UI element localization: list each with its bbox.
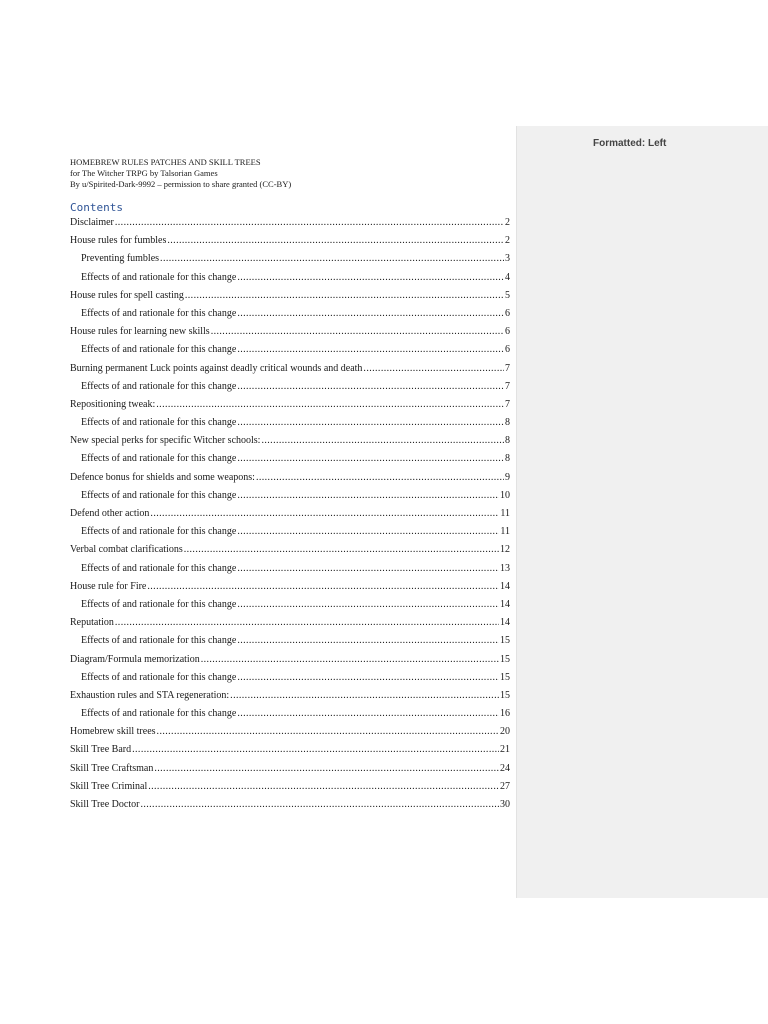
contents-heading: Contents <box>70 201 123 214</box>
toc-entry-page-number[interactable]: 9 <box>505 471 510 483</box>
toc-entry[interactable] <box>70 672 510 690</box>
toc-entry-title[interactable]: Effects of and rationale for this change <box>81 671 237 683</box>
toc-dot-leader <box>154 763 499 775</box>
toc-dot-leader <box>211 326 504 338</box>
toc-entry-title[interactable]: Effects of and rationale for this change <box>81 635 237 647</box>
toc-dot-leader <box>156 399 504 411</box>
toc-entry-title[interactable]: New special perks for specific Witcher schools: <box>70 435 261 447</box>
toc-entry[interactable] <box>70 599 510 617</box>
toc-entry-title[interactable]: Preventing fumbles <box>81 253 160 265</box>
document-author-line: By u/Spirited-Dark-9992 – permission to share granted (CC-BY) <box>70 179 292 189</box>
document-subtitle: for The Witcher TRPG by Talsorian Games <box>70 168 218 178</box>
toc-entry[interactable] <box>70 363 510 381</box>
toc-entry-page-number[interactable]: 6 <box>505 326 510 338</box>
toc-dot-leader <box>160 253 504 265</box>
toc-entry-page-number[interactable]: 6 <box>505 307 510 319</box>
toc-entry-title[interactable]: Effects of and rationale for this change <box>81 344 237 356</box>
toc-dot-leader <box>256 472 504 484</box>
toc-entry-page-number[interactable]: 8 <box>505 435 510 447</box>
toc-entry[interactable] <box>70 508 510 526</box>
toc-dot-leader <box>147 581 499 593</box>
toc-entry[interactable] <box>70 472 510 490</box>
toc-entry-page-number[interactable]: 2 <box>505 235 510 247</box>
toc-entry[interactable] <box>70 344 510 362</box>
toc-entry-title[interactable]: Effects of and rationale for this change <box>81 380 237 392</box>
toc-entry-page-number[interactable]: 7 <box>505 362 510 374</box>
toc-entry-page-number[interactable]: 2 <box>505 217 510 228</box>
toc-entry-title[interactable]: Diagram/Formula memorization <box>70 653 200 665</box>
toc-dot-leader <box>167 235 504 247</box>
comments-pane <box>516 126 768 898</box>
table-of-contents <box>70 217 510 817</box>
toc-entry-title[interactable]: Skill Tree Craftsman <box>70 762 154 774</box>
toc-entry-title[interactable]: Effects of and rationale for this change <box>81 526 237 538</box>
toc-entry[interactable] <box>70 708 510 726</box>
toc-dot-leader <box>237 672 499 684</box>
toc-entry[interactable] <box>70 490 510 508</box>
toc-entry-page-number[interactable]: 11 <box>500 526 510 538</box>
toc-dot-leader <box>237 490 499 502</box>
toc-entry[interactable] <box>70 308 510 326</box>
toc-entry-page-number[interactable]: 16 <box>500 708 510 720</box>
toc-entry[interactable] <box>70 635 510 653</box>
toc-dot-leader <box>150 508 499 520</box>
toc-entry[interactable] <box>70 326 510 344</box>
toc-entry-title[interactable]: Reputation <box>70 617 114 629</box>
toc-entry-title[interactable]: Effects of and rationale for this change <box>81 271 237 283</box>
toc-dot-leader <box>237 453 504 465</box>
toc-entry[interactable] <box>70 399 510 417</box>
toc-entry-page-number[interactable]: 14 <box>500 580 510 592</box>
toc-entry[interactable] <box>70 381 510 399</box>
document-title: HOMEBREW RULES PATCHES AND SKILL TREES <box>70 157 261 167</box>
toc-entry-title[interactable]: Defence bonus for shields and some weapons: <box>70 471 255 483</box>
toc-entry-page-number[interactable]: 10 <box>500 489 510 501</box>
toc-entry-page-number[interactable]: 15 <box>500 635 510 647</box>
toc-entry-page-number[interactable]: 4 <box>505 271 510 283</box>
toc-entry-title[interactable]: Repositioning tweak: <box>70 398 156 410</box>
toc-entry-title[interactable]: House rule for Fire <box>70 580 147 592</box>
toc-entry[interactable] <box>70 781 510 799</box>
toc-entry-title[interactable]: Disclaimer <box>70 217 114 228</box>
toc-entry-page-number[interactable]: 8 <box>505 417 510 429</box>
toc-entry-title[interactable]: Skill Tree Doctor <box>70 799 140 810</box>
toc-entry-page-number[interactable]: 15 <box>500 689 510 701</box>
toc-entry-page-number[interactable]: 20 <box>500 726 510 738</box>
toc-entry-title[interactable]: Effects of and rationale for this change <box>81 307 237 319</box>
toc-entry-page-number[interactable]: 7 <box>505 398 510 410</box>
toc-entry-page-number[interactable]: 7 <box>505 380 510 392</box>
toc-entry[interactable] <box>70 726 510 744</box>
toc-entry-title[interactable]: Effects of and rationale for this change <box>81 417 237 429</box>
comment-format-note: Formatted: Left <box>593 138 667 149</box>
toc-dot-leader <box>115 617 499 629</box>
toc-entry[interactable] <box>70 563 510 581</box>
toc-dot-leader <box>201 654 499 666</box>
toc-dot-leader <box>237 344 504 356</box>
toc-entry[interactable] <box>70 581 510 599</box>
toc-dot-leader <box>237 563 499 575</box>
toc-dot-leader <box>185 290 504 302</box>
toc-entry[interactable] <box>70 617 510 635</box>
toc-entry-title[interactable]: House rules for learning new skills <box>70 326 210 338</box>
toc-entry-title[interactable]: Homebrew skill trees <box>70 726 156 738</box>
document-page <box>70 157 510 817</box>
toc-entry-page-number[interactable]: 15 <box>500 671 510 683</box>
toc-entry-title[interactable]: Effects of and rationale for this change <box>81 453 237 465</box>
toc-entry[interactable] <box>70 799 510 817</box>
toc-entry-title[interactable]: Effects of and rationale for this change <box>81 708 237 720</box>
toc-entry-page-number[interactable]: 14 <box>500 617 510 629</box>
toc-entry-page-number[interactable]: 6 <box>505 344 510 356</box>
toc-dot-leader <box>237 526 499 538</box>
toc-entry-page-number[interactable]: 15 <box>500 653 510 665</box>
toc-entry-page-number[interactable]: 27 <box>500 780 510 792</box>
toc-dot-leader <box>237 635 499 647</box>
toc-entry-title[interactable]: House rules for fumbles <box>70 235 167 247</box>
toc-dot-leader <box>237 272 504 284</box>
toc-entry[interactable] <box>70 253 510 271</box>
toc-entry-page-number[interactable]: 13 <box>500 562 510 574</box>
toc-dot-leader <box>237 417 504 429</box>
toc-entry-title[interactable]: Exhaustion rules and STA regeneration: <box>70 689 230 701</box>
toc-entry[interactable] <box>70 290 510 308</box>
toc-entry-page-number[interactable]: 21 <box>500 744 510 756</box>
toc-entry-title[interactable]: Skill Tree Criminal <box>70 780 148 792</box>
toc-entry-page-number[interactable]: 5 <box>505 289 510 301</box>
toc-entry[interactable] <box>70 272 510 290</box>
toc-entry-page-number[interactable]: 12 <box>500 544 510 556</box>
toc-entry[interactable] <box>70 453 510 471</box>
toc-entry-title[interactable]: Defend other action <box>70 508 150 519</box>
toc-entry-page-number[interactable]: 8 <box>505 453 510 465</box>
toc-entry[interactable] <box>70 235 510 253</box>
toc-entry[interactable] <box>70 763 510 781</box>
toc-entry-page-number[interactable]: 30 <box>500 799 510 810</box>
toc-entry[interactable] <box>70 744 510 762</box>
toc-entry-title[interactable]: Effects of and rationale for this change <box>81 562 237 574</box>
toc-dot-leader <box>230 690 499 702</box>
toc-entry-page-number[interactable]: 14 <box>500 598 510 610</box>
toc-entry-title[interactable]: Skill Tree Bard <box>70 744 132 756</box>
toc-entry-title[interactable]: Effects of and rationale for this change <box>81 489 237 501</box>
toc-entry[interactable] <box>70 654 510 672</box>
toc-entry-title[interactable]: Verbal combat clarifications <box>70 544 183 556</box>
toc-dot-leader <box>363 363 504 375</box>
toc-entry[interactable] <box>70 217 510 235</box>
toc-dot-leader <box>148 781 499 793</box>
toc-dot-leader <box>261 435 504 447</box>
toc-dot-leader <box>140 799 499 811</box>
toc-dot-leader <box>237 599 499 611</box>
toc-entry[interactable] <box>70 417 510 435</box>
toc-entry[interactable] <box>70 526 510 544</box>
toc-entry-title[interactable]: Burning permanent Luck points against deadly critical wounds and death <box>70 362 363 374</box>
toc-dot-leader <box>237 708 499 720</box>
toc-entry-page-number[interactable]: 3 <box>505 253 510 265</box>
toc-entry-page-number[interactable]: 11 <box>500 508 510 519</box>
toc-entry[interactable] <box>70 544 510 562</box>
toc-dot-leader <box>132 744 499 756</box>
toc-dot-leader <box>115 217 504 229</box>
toc-dot-leader <box>184 544 499 556</box>
toc-entry-title[interactable]: Effects of and rationale for this change <box>81 598 237 610</box>
toc-dot-leader <box>237 308 504 320</box>
toc-dot-leader <box>237 381 504 393</box>
toc-dot-leader <box>157 726 499 738</box>
toc-entry-page-number[interactable]: 24 <box>500 762 510 774</box>
toc-entry[interactable] <box>70 690 510 708</box>
toc-entry[interactable] <box>70 435 510 453</box>
toc-entry-title[interactable]: House rules for spell casting <box>70 289 184 301</box>
